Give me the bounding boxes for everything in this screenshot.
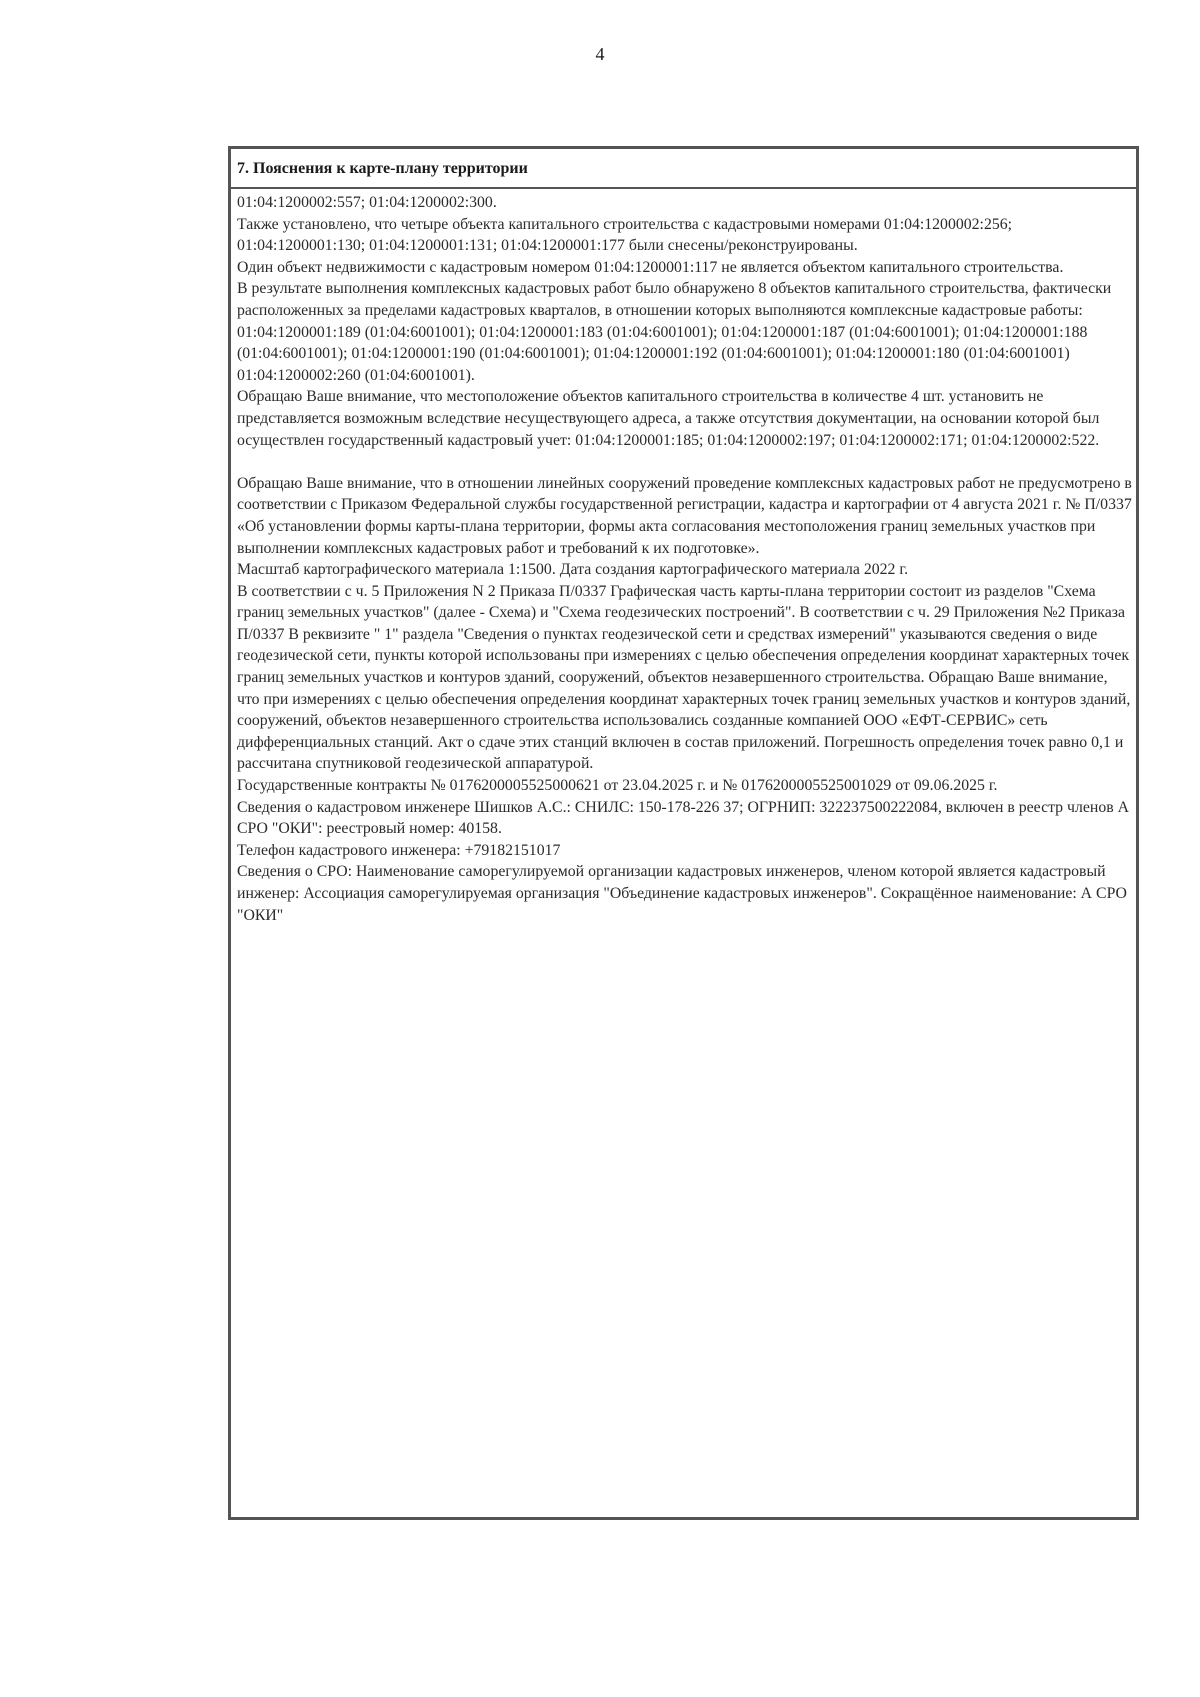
paragraph-engineer-phone: Телефон кадастрового инженера: +79182151017 xyxy=(237,841,561,859)
explanations-frame xyxy=(228,146,1139,1520)
paragraph-demolished-objects: Также установлено, что четыре объекта капитального строительства с кадастровыми номерами 01:04:1200002:256; 01:04:1200001:130; 01:04:1200001:131; 01:04:1200001:177 были снесены/реконструированы. xyxy=(237,215,1013,255)
paragraph-engineer-info: Сведения о кадастровом инженере Шишков А.С.: СНИЛС: 150-178-226 37; ОГРНИП: 322237500222084, включен в реестр членов А СРО "ОКИ": реестровый номер: 40158. xyxy=(237,798,1130,838)
paragraph-state-contracts: Государственные контракты № 0176200005525000621 от 23.04.2025 г. и № 0176200005525001029 от 09.06.2025 г. xyxy=(237,777,998,795)
explanations-text xyxy=(231,189,1136,926)
paragraph-geodetic-network: В соответствии с ч. 5 Приложения N 2 Приказа П/0337 Графическая часть карты-плана территории состоит из разделов "Схема границ земельных участков" (далее - Схема) и "Схема геодезических построений". В соответствии с ч. 29 Приложения №2 Приказа П/0337 В реквизите " 1" раздела "Сведения о пунктах геодезической сети и средствах измерений" указываются сведения о виде геодезической сети, пункты которой использованы при измерениях с целью обеспечения определения координат характерных точек границ земельных участков и контуров зданий, сооружений, объектов незавершенного строительства. Обращаю Ваше внимание, что при измерениях с целью обеспечения определения координат характерных точек границ земельных участков и контуров зданий, сооружений, объектов незавершенного строительства использовались созданные компанией ООО «ЕФТ-СЕРВИС» сеть дифференциальных станций. Акт о сдаче этих станций включен в состав приложений. Погрешность определения точек равно 0,1 и рассчитана спутниковой геодезической аппаратурой. xyxy=(237,582,1131,773)
paragraph-sro-info: Сведения о СРО: Наименование саморегулируемой организации кадастровых инженеров, членом которой является кадастровый инженер: Ассоциация саморегулируемая организация "Объединение кадастровых инженеров". Сокращённое наименование: А СРО "ОКИ" xyxy=(237,863,1127,924)
paragraph-objects-outside-quarters: В результате выполнения комплексных кадастровых работ было обнаружено 8 объектов капитального строительства, фактически расположенных за пределами кадастровых кварталов, в отношении которых выполняются комплексные кадастровые работы: 01:04:1200001:189 (01:04:6001001); 01:04:1200001:183 (01:04:6001001); 01:04:1200001:187 (01:04:6001001); 01:04:1200001:188 (01:04:6001001); 01:04:1200001:190 (01:04:6001001); 01:04:1200001:192 (01:04:6001001); 01:04:1200001:180 (01:04:6001001) 01:04:1200002:260 (01:04:6001001). xyxy=(237,280,1112,384)
section-title: 7. Пояснения к карте-плану территории xyxy=(231,149,1136,189)
paragraph-undetermined-location: Обращаю Ваше внимание, что местоположение объектов капитального строительства в количестве 4 шт. установить не представляется возможным вследствие несуществующего адреса, а также отсутствия документации, на основании которой был осуществлен государственный кадастровый учет: 01:04:1200001:185; 01:04:1200002:197; 01:04:1200002:171; 01:04:1200002:522. xyxy=(237,388,1100,449)
paragraph-map-scale: Масштаб картографического материала 1:1500. Дата создания картографического материала 2022 г. xyxy=(237,561,909,579)
paragraph-remaining-numbers: 01:04:1200002:557; 01:04:1200002:300. xyxy=(237,194,497,211)
paragraph-non-capital-object: Один объект недвижимости с кадастровым номером 01:04:1200001:117 не является объектом капитального строительства. xyxy=(237,258,1064,276)
paragraph-linear-structures: Обращаю Ваше внимание, что в отношении линейных сооружений проведение комплексных кадастровых работ не предусмотрено в соответствии с Приказом Федеральной службы государственной регистрации, кадастра и картографии от 4 августа 2021 г. № П/0337 «Об установлении формы карты-плана территории, формы акта согласования местоположения границ земельных участков при выполнении комплексных кадастровых работ и требований к их подготовке». xyxy=(237,474,1132,557)
paragraph-gap xyxy=(237,451,1132,473)
page-number: 4 xyxy=(595,44,605,64)
